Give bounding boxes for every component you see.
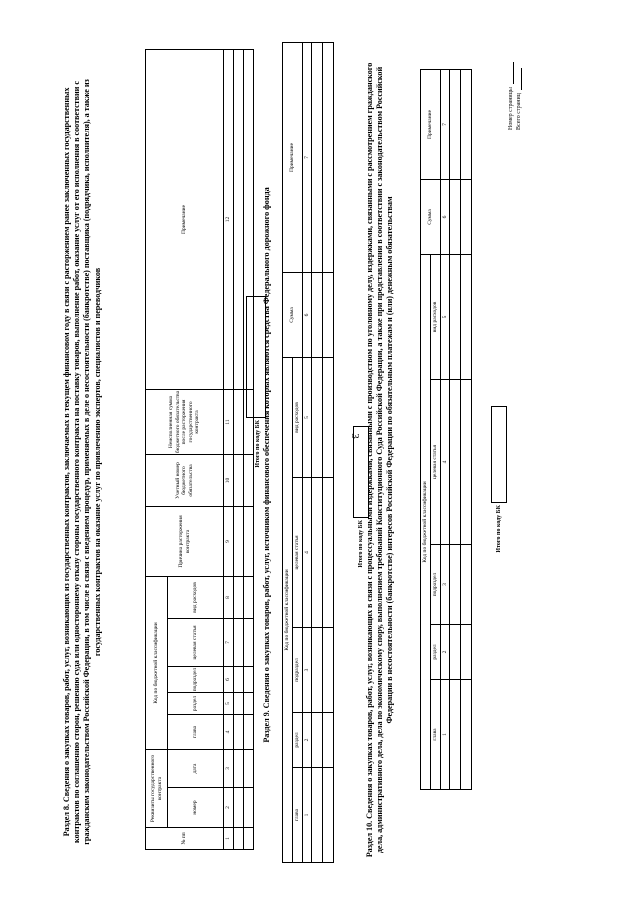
col-number: 3 (224, 750, 234, 788)
col-number: 1 (441, 680, 450, 790)
header-bk-code: Код по бюджетной классификации (146, 576, 168, 749)
col-number: 6 (224, 667, 234, 693)
header-number: номер (168, 788, 224, 828)
s9-header-note: Примечание (283, 42, 303, 272)
s10-header-target: целевая статья (431, 380, 441, 545)
section-10-title: Раздел 10. Сведения о закупках товаров, работ, услуг, возникающих в связи с процессуальными издержками, связанными с производством по уголовному делу, издержками, связанными с рассмотрением гражданского дела, административного дела, дела по экономическому спору, выполнением требований Конституционного Суда Российской Федерации, а также при представлении в соответствии с законодательством Российской Федерации в несостоятельности (банкротстве) интересов Российской Федерации по обязательным платежам и (или) денежным обязательствам (365, 62, 395, 858)
col-number: 8 (224, 576, 234, 618)
header-requisites: Реквизиты государственного контракта (146, 750, 168, 828)
section-10-total-label: Итого по коду БК (496, 505, 502, 553)
col-number: 4 (441, 380, 450, 545)
col-number: 7 (224, 619, 234, 667)
table-row (461, 69, 472, 789)
header-razdel: раздел (168, 693, 224, 715)
s10-header-sum: Сумма (421, 179, 441, 254)
section-10-total-box (491, 406, 507, 503)
s9-header-sum: Сумма (283, 272, 303, 357)
col-number: 1 (303, 768, 312, 863)
total-pages-label: Всего страниц (516, 93, 522, 130)
column-number-row (224, 49, 234, 849)
table-row (323, 42, 334, 862)
section-9-table (282, 42, 334, 863)
total-pages-line (521, 68, 522, 90)
section-8-total-label: Итого по коду БК (255, 420, 261, 468)
col-number: 6 (303, 272, 312, 357)
total-pages-field (516, 62, 522, 130)
col-number: 11 (224, 389, 234, 454)
col-number: 5 (441, 254, 450, 379)
col-number: 2 (303, 713, 312, 768)
col-number: 6 (441, 179, 450, 254)
col-number: 1 (224, 828, 234, 850)
section-10 (365, 60, 396, 860)
col-number: 5 (303, 357, 312, 477)
header-podrazdel: подраздел (168, 667, 224, 693)
s9-header-expense-type: вид расходов (293, 357, 303, 477)
s9-header-razdel: раздел (293, 713, 303, 768)
s10-header-expense-type: вид расходов (431, 254, 441, 379)
col-number: 3 (441, 545, 450, 625)
section-8-table (145, 49, 254, 850)
col-number: 2 (441, 625, 450, 680)
col-number: 7 (303, 42, 312, 272)
header-unexecuted: Неисполненная сумма бюджетного обязательства после расторжения государственного контракта (146, 389, 224, 454)
s9-header-glava: глава (293, 768, 303, 863)
page-number-label: Номер страницы (508, 87, 514, 130)
section-9 (262, 75, 272, 855)
header-date: дата (168, 750, 224, 788)
col-number: 5 (224, 693, 234, 715)
header-note: Примечание (146, 49, 224, 389)
header-account-num: Учетный номер бюджетного обязательства (146, 454, 224, 506)
col-number: 2 (224, 788, 234, 828)
header-glava: глава (168, 715, 224, 750)
s9-header-podrazdel: подраздел (293, 628, 303, 713)
s10-header-podrazdel: подраздел (431, 545, 441, 625)
col-number: 7 (441, 69, 450, 179)
page-number-field (508, 62, 514, 130)
section-9-total-label: Итого по коду БК (358, 520, 364, 568)
col-number: 10 (224, 454, 234, 506)
col-number: 4 (303, 478, 312, 628)
s10-header-bk-code: Код по бюджетной классификации (421, 254, 431, 789)
page-number: 3 (348, 433, 361, 439)
header-target: целевая статья (168, 619, 224, 667)
section-8-title: Раздел 8. Сведения о закупках товаров, работ, услуг, возникающих из государственных контрактов, заключаемых в текущем финансовом году в связи с расторжением ранее заключенных государственных контрактов по соглашению сторон, решению суда или одностороннему отказу стороны государственного контракта на поставку товаров, выполнение работ, оказание услуг от его исполнения в соответствии с гражданским законодательством Российской Федерации, в том числе в связи с введением процедур, применяемых в деле о несостоятельности (банкротстве) поставщика (подрядчика, исполнителя), а также из государственных контрактов на оказание услуг по привлечению экспертов, специалистов и переводчиков (62, 79, 102, 845)
col-number: 9 (224, 506, 234, 576)
column-number-row (441, 69, 450, 789)
header-num: № пп (146, 828, 224, 850)
table-row (312, 42, 323, 862)
table-row (450, 69, 461, 789)
s10-header-glava: глава (431, 680, 441, 790)
col-number: 4 (224, 715, 234, 750)
table-row (234, 49, 244, 849)
page-number-line (513, 62, 514, 84)
s9-header-bk-code: Код по бюджетной классификации (283, 357, 293, 862)
page-footer (508, 62, 522, 130)
section-9-title: Раздел 9. Сведения о закупках товаров, работ, услуг, источником финансового обеспечения которых являются средства Федерального дорожного фонда (262, 187, 271, 743)
col-number: 3 (303, 628, 312, 713)
header-reason: Причина расторжения контракта (146, 506, 224, 576)
s10-header-note: Примечание (421, 69, 441, 179)
s10-header-razdel: раздел (431, 625, 441, 680)
col-number: 12 (224, 49, 234, 389)
s9-header-target: целевая статья (293, 478, 303, 628)
section-8 (62, 77, 103, 847)
header-expense-type: вид расходов (168, 576, 224, 618)
column-number-row (303, 42, 312, 862)
section-10-table (420, 69, 472, 790)
table-row (244, 49, 254, 849)
